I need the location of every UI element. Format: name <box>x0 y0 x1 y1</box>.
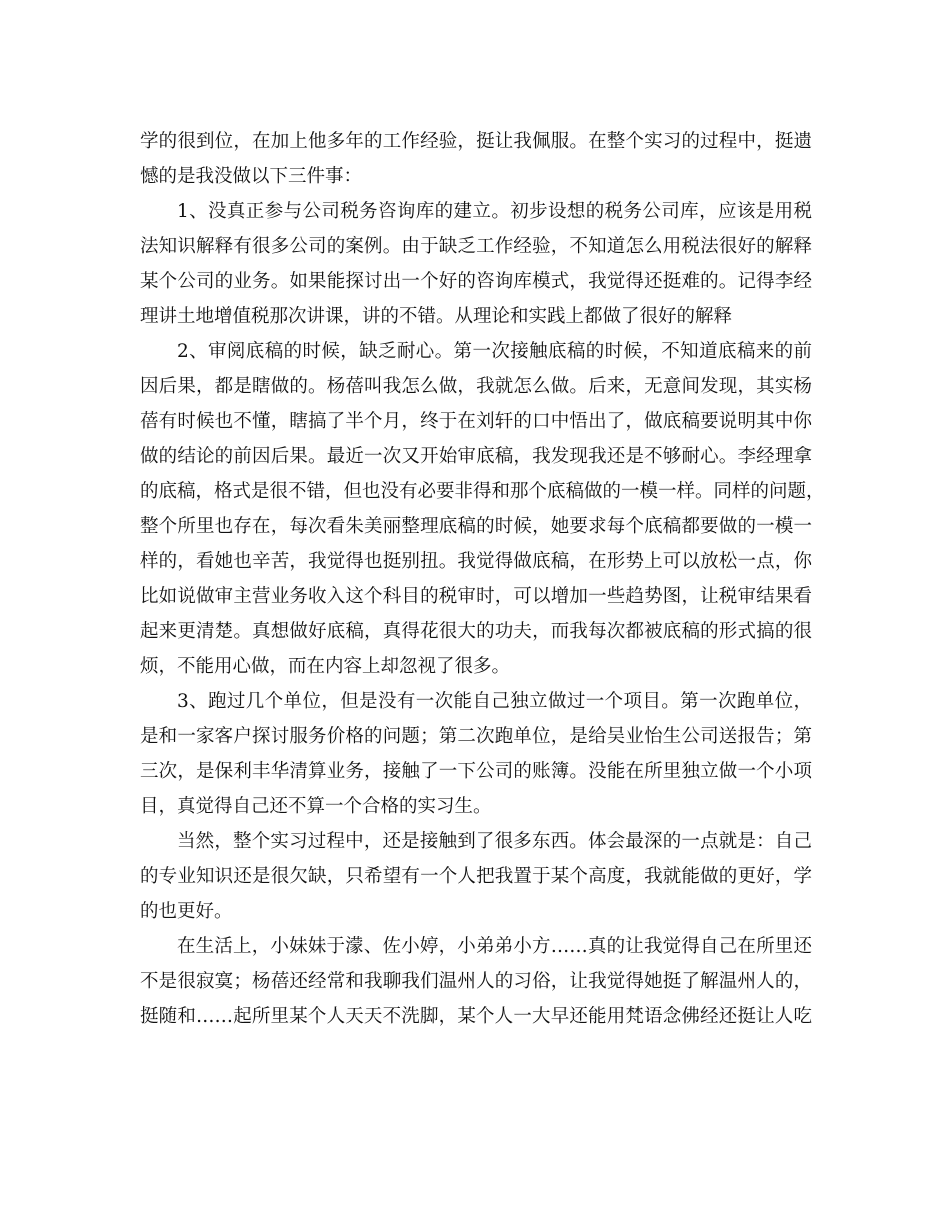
text-line: 1、没真正参与公司税务咨询库的建立。初步设想的税务公司库，应该是用税 <box>177 201 812 222</box>
text-line: 因后果，都是瞎做的。杨蓓叫我怎么做，我就怎么做。后来，无意间发现，其实杨 <box>140 376 812 397</box>
text-line: 当然，整个实习过程中，还是接触到了很多东西。体会最深的一点就是：自己 <box>177 831 812 852</box>
text-line: 蓓有时候也不懂，瞎搞了半个月，终于在刘轩的口中悟出了，做底稿要说明其中你 <box>140 411 812 432</box>
text-line: 做的结论的前因后果。最近一次又开始审底稿，我发现我还是不够耐心。李经理拿 <box>140 446 812 467</box>
text-line: 是和一家客户探讨服务价格的问题；第二次跑单位，是给吴业怡生公司送报告；第 <box>140 726 812 747</box>
text-line: 的底稿，格式是很不错，但也没有必要非得和那个底稿做的一模一样。同样的问题， <box>140 481 825 502</box>
text-line: 不是很寂寞；杨蓓还经常和我聊我们温州人的习俗，让我觉得她挺了解温州人的， <box>140 971 812 992</box>
text-line: 三次，是保利丰华清算业务，接触了一下公司的账簿。没能在所里独立做一个小项 <box>140 761 812 782</box>
text-line: 整个所里也存在，每次看朱美丽整理底稿的时候，她要求每个底稿都要做的一模一 <box>140 516 812 537</box>
text-line: 起来更清楚。真想做好底稿，真得花很大的功夫，而我每次都被底稿的形式搞的很 <box>140 621 812 642</box>
text-line: 学的很到位，在加上他多年的工作经验，挺让我佩服。在整个实习的过程中，挺遗 <box>140 131 812 152</box>
text-line: 的专业知识还是很欠缺，只希望有一个人把我置于某个高度，我就能做的更好，学 <box>140 866 812 887</box>
text-line: 法知识解释有很多公司的案例。由于缺乏工作经验，不知道怎么用税法很好的解释 <box>140 236 812 257</box>
text-line: 样的，看她也辛苦，我觉得也挺别扭。我觉得做底稿，在形势上可以放松一点，你 <box>140 551 812 572</box>
text-line: 某个公司的业务。如果能探讨出一个好的咨询库模式，我觉得还挺难的。记得李经 <box>140 271 812 292</box>
text-line: 2、审阅底稿的时候，缺乏耐心。第一次接触底稿的时候，不知道底稿来的前 <box>177 341 812 362</box>
text-line: 3、跑过几个单位，但是没有一次能自己独立做过一个项目。第一次跑单位， <box>177 691 812 712</box>
text-line: 烦，不能用心做，而在内容上却忽视了很多。 <box>140 656 511 677</box>
text-line: 在生活上，小妹妹于濛、佐小婷，小弟弟小方……真的让我觉得自己在所里还 <box>177 936 812 957</box>
text-line: 理讲土地增值税那次讲课，讲的不错。从理论和实践上都做了很好的解释 <box>140 306 733 327</box>
text-line: 目，真觉得自己还不算一个合格的实习生。 <box>140 796 492 817</box>
text-line: 的也更好。 <box>140 901 233 922</box>
text-line: 挺随和……起所里某个人天天不洗脚，某个人一大早还能用梵语念佛经还挺让人吃 <box>140 1006 812 1027</box>
text-line: 憾的是我没做以下三件事： <box>140 166 363 187</box>
text-line: 比如说做审主营业务收入这个科目的税审时，可以增加一些趋势图，让税审结果看 <box>140 586 812 607</box>
